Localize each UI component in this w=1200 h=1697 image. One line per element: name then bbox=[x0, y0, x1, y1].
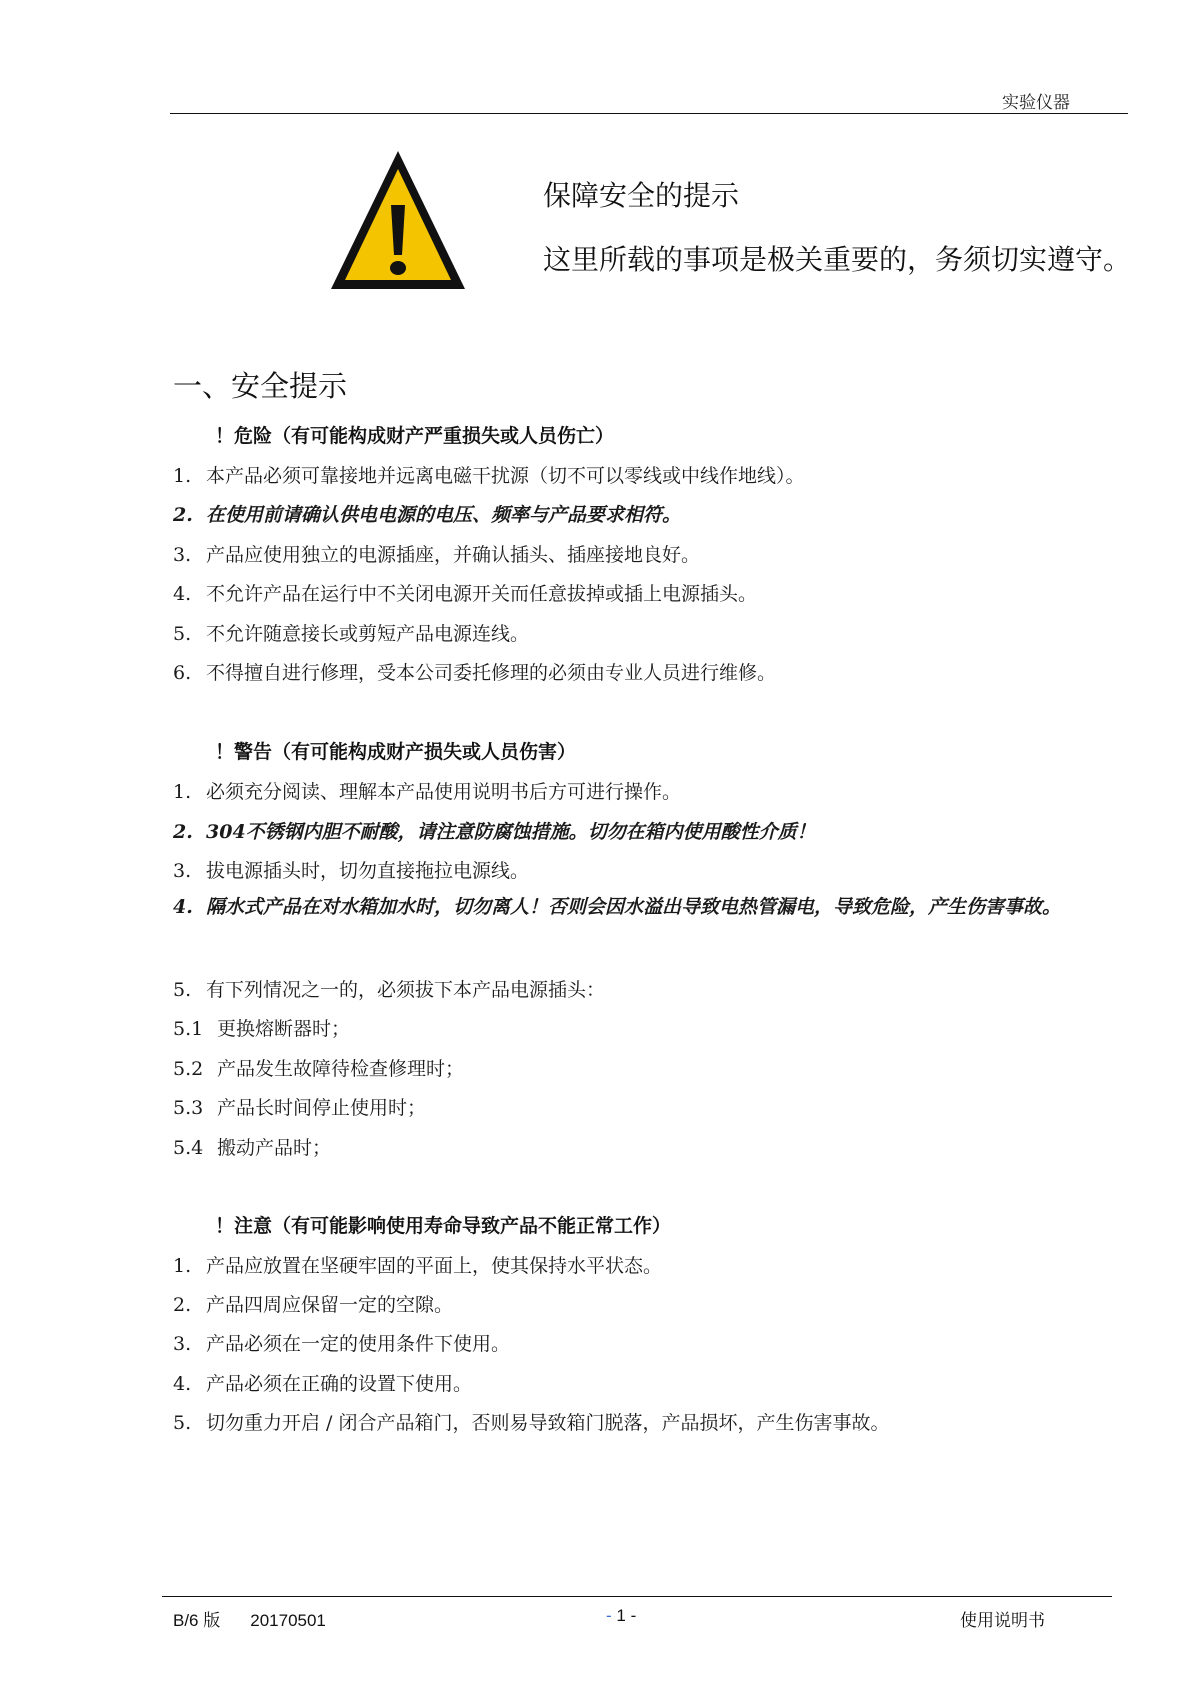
footer-date: 20170501 bbox=[250, 1611, 326, 1630]
warning-item-1: 1. 必须充分阅读、理解本产品使用说明书后方可进行操作。 bbox=[173, 781, 682, 803]
page-number: - 1 - bbox=[606, 1606, 637, 1625]
caution-item-5: 5. 切勿重力开启 / 闭合产品箱门，否则易导致箱门脱落，产品损坏，产生伤害事故。 bbox=[173, 1412, 890, 1434]
danger-heading: ！危险（有可能构成财产严重损失或人员伤亡） bbox=[215, 425, 615, 447]
section-title: 一、安全提示 bbox=[173, 369, 348, 403]
warning-subitem-5-1: 5.1 更换熔断器时； bbox=[173, 1018, 351, 1040]
warning-subitem-5-2: 5.2 产品发生故障待检查修理时； bbox=[173, 1058, 465, 1080]
caution-item-2: 2. 产品四周应保留一定的空隙。 bbox=[173, 1294, 454, 1316]
warning-item-4: 4. 隔水式产品在对水箱加水时，切勿离人！否则会因水溢出导致电热管漏电，导致危险，产生伤害事故。 bbox=[173, 896, 1062, 918]
caution-item-1: 1. 产品应放置在坚硬牢固的平面上，使其保持水平状态。 bbox=[173, 1255, 663, 1277]
warning-item-3: 3. 拔电源插头时，切勿直接拖拉电源线。 bbox=[173, 860, 530, 882]
danger-item-2: 2. 在使用前请确认供电电源的电压、频率与产品要求相符。 bbox=[173, 504, 682, 526]
caution-heading: ！注意（有可能影响使用寿命导致产品不能正常工作） bbox=[215, 1215, 672, 1237]
footer-doc-type: 使用说明书 bbox=[960, 1611, 1045, 1631]
warning-subitem-5-3: 5.3 产品长时间停止使用时； bbox=[173, 1097, 427, 1119]
warning-heading: ！警告（有可能构成财产损失或人员伤害） bbox=[215, 741, 577, 763]
footer-rule bbox=[162, 1596, 1112, 1597]
caution-item-4: 4. 产品必须在正确的设置下使用。 bbox=[173, 1373, 473, 1395]
danger-item-1: 1. 本产品必须可靠接地并远离电磁干扰源（切不可以零线或中线作地线）。 bbox=[173, 465, 805, 487]
notice-message: 这里所载的事项是极关重要的，务须切实遵守。 bbox=[543, 243, 1132, 276]
warning-item-2: 2. 304不锈钢内胆不耐酸，请注意防腐蚀措施。切勿在箱内使用酸性介质！ bbox=[173, 821, 816, 843]
danger-item-6: 6. 不得擅自进行修理，受本公司委托修理的必须由专业人员进行维修。 bbox=[173, 662, 777, 684]
notice-title: 保障安全的提示 bbox=[543, 179, 740, 212]
header-label: 实验仪器 bbox=[1002, 93, 1070, 113]
header-rule bbox=[170, 113, 1128, 114]
danger-item-5: 5. 不允许随意接长或剪短产品电源连线。 bbox=[173, 623, 530, 645]
warning-subitem-5-4: 5.4 搬动产品时； bbox=[173, 1137, 332, 1159]
warning-item-5: 5. 有下列情况之一的，必须拔下本产品电源插头： bbox=[173, 979, 606, 1001]
warning-triangle-icon bbox=[327, 147, 469, 293]
danger-item-4: 4. 不允许产品在运行中不关闭电源开关而任意拔掉或插上电源插头。 bbox=[173, 583, 758, 605]
footer-version-label: B/6 版 bbox=[173, 1611, 221, 1630]
danger-item-3: 3. 产品应使用独立的电源插座，并确认插头、插座接地良好。 bbox=[173, 544, 701, 566]
footer-version bbox=[173, 1606, 326, 1631]
caution-item-3: 3. 产品必须在一定的使用条件下使用。 bbox=[173, 1333, 511, 1355]
